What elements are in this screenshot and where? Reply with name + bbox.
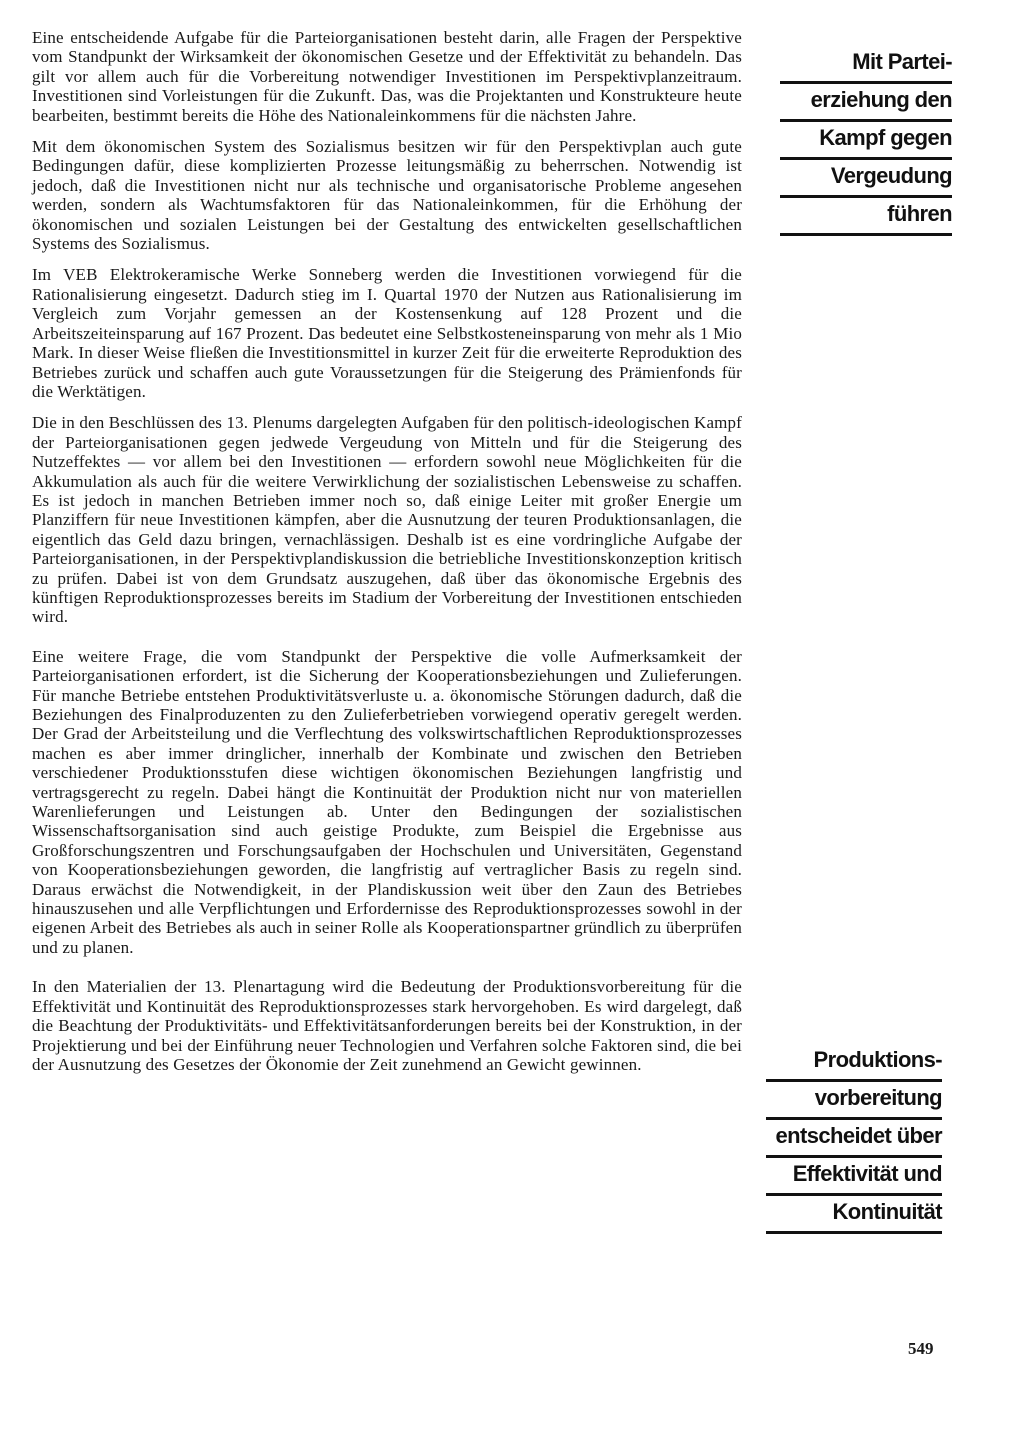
margin-heading-party-education: [780, 50, 952, 236]
page-number: 549: [908, 1339, 934, 1358]
margin-heading-line: Produktions-: [766, 1048, 942, 1082]
margin-heading-line: Mit Partei-: [780, 50, 952, 84]
margin-heading-line: Vergeudung: [780, 164, 952, 198]
margin-heading-line: Kontinuität: [766, 1200, 942, 1234]
main-text-column: [32, 28, 742, 1086]
margin-heading-line: entscheidet über: [766, 1124, 942, 1158]
margin-heading-line: Effektivität und: [766, 1162, 942, 1196]
margin-heading-line: Kampf gegen: [780, 126, 952, 160]
paragraph-3: Im VEB Elektrokeramische Werke Sonneberg werden die Investitionen vorwiegend für die Rationalisierung eingesetzt. Dadurch stieg im I. Quartal 1970 der Nutzen aus Rationalisierung im Vergleich zum Vorjahr gemessen an der Kostensenkung auf 128 Prozent und die Arbeitszeiteinsparung auf 167 Prozent. Das bedeutet eine Selbstkosteneinsparung von mehr als 1 Mio Mark. In dieser Weise fließen die Investitionsmittel in kurzer Zeit für die erweiterte Reproduktion des Betriebes zurück und schaffen auch gute Voraussetzungen für die Steigerung des Prämienfonds für die Werktätigen.: [32, 265, 742, 401]
paragraph-6: In den Materialien der 13. Plenartagung wird die Bedeutung der Produktionsvorbereitung für die Effektivität und Kontinuität des Reproduktionsprozesses stark hervorgehoben. Es wird dargelegt, daß die Beachtung der Produktivitäts- und Effektivitätsanforderungen bereits bei der Konstruktion, in der Projektierung und bei der Einführung neuer Technologien und Verfahren solche Faktoren sind, die bei der Ausnutzung des Gesetzes der Ökonomie der Zeit zunehmend an Gewicht gewinnen.: [32, 977, 742, 1074]
paragraph-4: Die in den Beschlüssen des 13. Plenums dargelegten Aufgaben für den politisch-ideologischen Kampf der Parteiorganisationen gegen jedwede Vergeudung von Mitteln und für die Steigerung des Nutzeffektes — vor allem bei den Investitionen — erfordern sowohl neue Möglichkeiten für die Akkumulation als auch für die weitere Verwirklichung der sozialistischen Lebensweise zu schaffen. Es ist jedoch in manchen Betrieben immer noch so, daß einige Leiter mit großer Energie um Planziffern für neue Investitionen kämpfen, aber die Ausnutzung der teuren Produktionsanlagen, die eigentlich das Geld dazu bringen, vernachlässigen. Deshalb ist es eine vordringliche Aufgabe der Parteiorganisationen, in der Perspektivplandiskussion die betriebliche Investitionskonzeption kritisch zu prüfen. Dabei ist von dem Grundsatz auszugehen, daß über das ökonomische Ergebnis des künftigen Reproduktionsprozesses bereits im Stadium der Vorbereitung der Investitionen entschieden wird.: [32, 413, 742, 627]
margin-heading-line: vorbereitung: [766, 1086, 942, 1120]
margin-heading-line: erziehung den: [780, 88, 952, 122]
paragraph-1: Eine entscheidende Aufgabe für die Parteiorganisationen besteht darin, alle Fragen der Perspektive vom Standpunkt der Wirksamkeit der ökonomischen Gesetze und der Effektivität zu behandeln. Das gilt vor allem auch für die Vorbereitung notwendiger Investitionen im Perspektivplanzeitraum. Investitionen sind Vorleistungen für die Zukunft. Das, was die Projektanten und Konstrukteure heute bearbeiten, bestimmt bereits die Höhe des Nationaleinkommens für die nächsten Jahre.: [32, 28, 742, 125]
paragraph-5: Eine weitere Frage, die vom Standpunkt der Perspektive die volle Aufmerksamkeit der Parteiorganisationen erfordert, ist die Sicherung der Kooperationsbeziehungen und Zulieferungen. Für manche Betriebe entstehen Produktivitätsverluste u. a. ökonomische Störungen dadurch, daß die Beziehungen des Finalproduzenten zu den Zulieferbetrieben vorwiegend operativ geregelt werden. Der Grad der Arbeitsteilung und die Verflechtung des volkswirtschaftlichen Reproduktionsprozesses machen es aber immer dringlicher, innerhalb der Kombinate und zwischen den Betrieben verschiedener Produktionsstufen diese wichtigen ökonomischen Beziehungen langfristig und vertragsgerecht zu regeln. Dabei hängt die Kontinuität der Produktion nicht nur von materiellen Warenlieferungen und Leistungen ab. Unter den Bedingungen der sozialistischen Wissenschaftsorganisation sind auch geistige Produkte, zum Beispiel die Ergebnisse aus Großforschungszentren und Forschungsaufgaben der Hochschulen und Universitäten, Gegenstand von Kooperationsbeziehungen geworden, die langfristig auf vertraglicher Basis zu regeln sind. Daraus erwächst die Notwendigkeit, in der Plandiskussion weit über den Zaun des Betriebes hinauszusehen und alle Verpflichtungen und Erfordernisse des Reproduktionsprozesses sowohl in der eigenen Arbeit des Betriebes als auch in seiner Rolle als Kooperationspartner gründlich zu überprüfen und zu planen.: [32, 646, 742, 957]
paragraph-2: Mit dem ökonomischen System des Sozialismus besitzen wir für den Perspektivplan auch gute Bedingungen dafür, diese komplizierten Prozesse leitungsmäßig zu beherrschen. Notwendig ist jedoch, daß die Investitionen nicht nur als technische und organisatorische Probleme angesehen werden, sondern als Wachtumsfaktoren für das Nationaleinkommen, für die Erhöhung der ökonomischen und sozialen Leistungen bei der Gestaltung des entwickelten gesellschaftlichen Systems des Sozialismus.: [32, 137, 742, 254]
margin-heading-production-preparation: [766, 1048, 942, 1234]
margin-heading-line: führen: [780, 202, 952, 236]
